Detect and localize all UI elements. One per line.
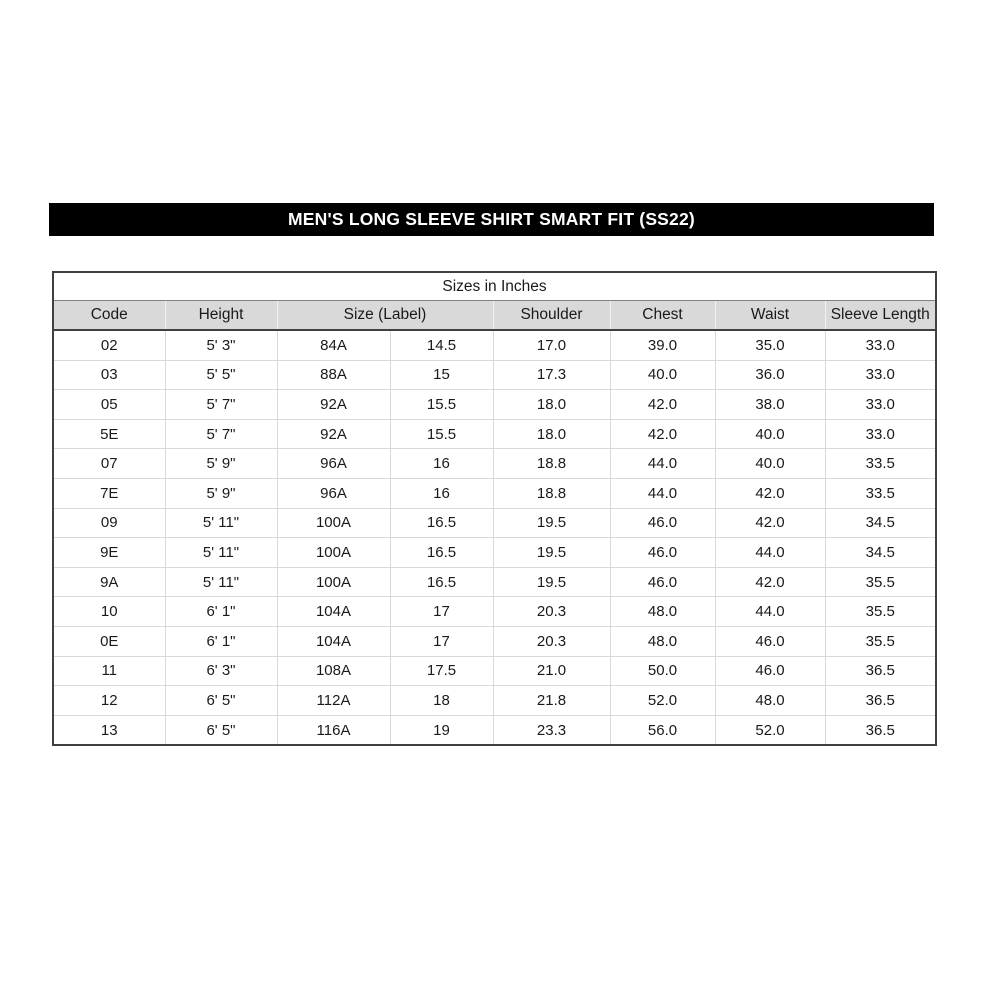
- table-cell: 19.5: [493, 567, 610, 597]
- table-cell: 23.3: [493, 715, 610, 745]
- table-cell: 100A: [277, 538, 390, 568]
- table-cell: 46.0: [715, 626, 825, 656]
- title-banner: MEN'S LONG SLEEVE SHIRT SMART FIT (SS22): [49, 203, 934, 236]
- table-cell: 17.3: [493, 360, 610, 390]
- table-cell: 39.0: [610, 330, 715, 360]
- table-cell: 33.0: [825, 360, 936, 390]
- column-header-row: [53, 301, 936, 331]
- column-header-sleeve-length: Sleeve Length: [825, 301, 936, 331]
- table-cell: 20.3: [493, 597, 610, 627]
- table-row: [53, 449, 936, 479]
- table-cell: 9E: [53, 538, 165, 568]
- table-cell: 104A: [277, 626, 390, 656]
- table-cell: 35.0: [715, 330, 825, 360]
- table-cell: 33.5: [825, 449, 936, 479]
- table-cell: 12: [53, 686, 165, 716]
- column-header-height: Height: [165, 301, 277, 331]
- table-cell: 84A: [277, 330, 390, 360]
- size-table-body: [53, 330, 936, 745]
- table-row: [53, 330, 936, 360]
- table-cell: 15.5: [390, 390, 493, 420]
- table-cell: 96A: [277, 478, 390, 508]
- table-row: [53, 508, 936, 538]
- table-cell: 96A: [277, 449, 390, 479]
- table-caption-row: [53, 272, 936, 301]
- table-cell: 33.0: [825, 330, 936, 360]
- table-row: [53, 360, 936, 390]
- table-cell: 5E: [53, 419, 165, 449]
- table-cell: 15.5: [390, 419, 493, 449]
- table-cell: 19: [390, 715, 493, 745]
- table-cell: 18.0: [493, 390, 610, 420]
- table-row: [53, 656, 936, 686]
- table-cell: 34.5: [825, 508, 936, 538]
- table-cell: 36.5: [825, 715, 936, 745]
- table-cell: 33.0: [825, 419, 936, 449]
- table-cell: 44.0: [715, 597, 825, 627]
- table-row: [53, 715, 936, 745]
- table-cell: 05: [53, 390, 165, 420]
- table-cell: 52.0: [610, 686, 715, 716]
- table-cell: 17: [390, 626, 493, 656]
- table-cell: 46.0: [715, 656, 825, 686]
- table-cell: 5' 7": [165, 419, 277, 449]
- table-cell: 35.5: [825, 626, 936, 656]
- column-header-code: Code: [53, 301, 165, 331]
- table-cell: 34.5: [825, 538, 936, 568]
- table-cell: 14.5: [390, 330, 493, 360]
- table-row: [53, 597, 936, 627]
- table-row: [53, 478, 936, 508]
- table-cell: 16.5: [390, 508, 493, 538]
- table-cell: 10: [53, 597, 165, 627]
- table-cell: 21.8: [493, 686, 610, 716]
- table-cell: 5' 11": [165, 508, 277, 538]
- table-cell: 20.3: [493, 626, 610, 656]
- table-cell: 88A: [277, 360, 390, 390]
- table-cell: 108A: [277, 656, 390, 686]
- table-cell: 36.0: [715, 360, 825, 390]
- table-cell: 11: [53, 656, 165, 686]
- table-cell: 02: [53, 330, 165, 360]
- table-cell: 16: [390, 478, 493, 508]
- table-cell: 17.0: [493, 330, 610, 360]
- table-cell: 92A: [277, 419, 390, 449]
- table-cell: 15: [390, 360, 493, 390]
- table-cell: 9A: [53, 567, 165, 597]
- table-cell: 48.0: [610, 597, 715, 627]
- table-cell: 38.0: [715, 390, 825, 420]
- table-cell: 50.0: [610, 656, 715, 686]
- table-cell: 16.5: [390, 538, 493, 568]
- table-cell: 19.5: [493, 508, 610, 538]
- table-cell: 6' 5": [165, 715, 277, 745]
- table-cell: 17.5: [390, 656, 493, 686]
- table-row: [53, 686, 936, 716]
- table-cell: 5' 7": [165, 390, 277, 420]
- table-row: [53, 538, 936, 568]
- table-cell: 18.0: [493, 419, 610, 449]
- table-cell: 100A: [277, 508, 390, 538]
- table-cell: 7E: [53, 478, 165, 508]
- table-cell: 33.5: [825, 478, 936, 508]
- table-cell: 07: [53, 449, 165, 479]
- table-cell: 18.8: [493, 478, 610, 508]
- table-cell: 5' 5": [165, 360, 277, 390]
- table-cell: 6' 1": [165, 597, 277, 627]
- table-cell: 42.0: [610, 419, 715, 449]
- column-header-size-label: Size (Label): [277, 301, 493, 331]
- table-cell: 48.0: [715, 686, 825, 716]
- table-cell: 112A: [277, 686, 390, 716]
- table-cell: 116A: [277, 715, 390, 745]
- column-header-shoulder: Shoulder: [493, 301, 610, 331]
- table-row: [53, 419, 936, 449]
- table-cell: 6' 5": [165, 686, 277, 716]
- table-cell: 40.0: [715, 449, 825, 479]
- table-cell: 18.8: [493, 449, 610, 479]
- table-cell: 36.5: [825, 686, 936, 716]
- table-cell: 46.0: [610, 567, 715, 597]
- table-cell: 44.0: [715, 538, 825, 568]
- column-header-chest: Chest: [610, 301, 715, 331]
- size-table: [52, 271, 937, 746]
- table-cell: 36.5: [825, 656, 936, 686]
- table-cell: 56.0: [610, 715, 715, 745]
- table-cell: 09: [53, 508, 165, 538]
- table-cell: 44.0: [610, 478, 715, 508]
- table-cell: 5' 11": [165, 567, 277, 597]
- table-cell: 5' 11": [165, 538, 277, 568]
- table-cell: 40.0: [715, 419, 825, 449]
- table-cell: 92A: [277, 390, 390, 420]
- table-cell: 48.0: [610, 626, 715, 656]
- table-cell: 100A: [277, 567, 390, 597]
- table-cell: 16.5: [390, 567, 493, 597]
- table-cell: 33.0: [825, 390, 936, 420]
- table-cell: 35.5: [825, 597, 936, 627]
- table-cell: 21.0: [493, 656, 610, 686]
- table-cell: 52.0: [715, 715, 825, 745]
- size-chart: [52, 271, 937, 746]
- table-row: [53, 390, 936, 420]
- table-cell: 5' 9": [165, 449, 277, 479]
- table-caption: Sizes in Inches: [53, 272, 936, 301]
- table-cell: 6' 3": [165, 656, 277, 686]
- table-row: [53, 567, 936, 597]
- table-cell: 6' 1": [165, 626, 277, 656]
- column-header-waist: Waist: [715, 301, 825, 331]
- table-cell: 40.0: [610, 360, 715, 390]
- table-cell: 5' 3": [165, 330, 277, 360]
- table-cell: 19.5: [493, 538, 610, 568]
- table-cell: 17: [390, 597, 493, 627]
- table-cell: 5' 9": [165, 478, 277, 508]
- table-cell: 13: [53, 715, 165, 745]
- table-cell: 03: [53, 360, 165, 390]
- table-cell: 35.5: [825, 567, 936, 597]
- table-cell: 42.0: [715, 567, 825, 597]
- table-row: [53, 626, 936, 656]
- table-cell: 18: [390, 686, 493, 716]
- table-cell: 42.0: [715, 508, 825, 538]
- table-cell: 46.0: [610, 508, 715, 538]
- table-cell: 44.0: [610, 449, 715, 479]
- table-cell: 42.0: [610, 390, 715, 420]
- table-cell: 0E: [53, 626, 165, 656]
- table-cell: 16: [390, 449, 493, 479]
- table-cell: 42.0: [715, 478, 825, 508]
- table-cell: 104A: [277, 597, 390, 627]
- table-cell: 46.0: [610, 538, 715, 568]
